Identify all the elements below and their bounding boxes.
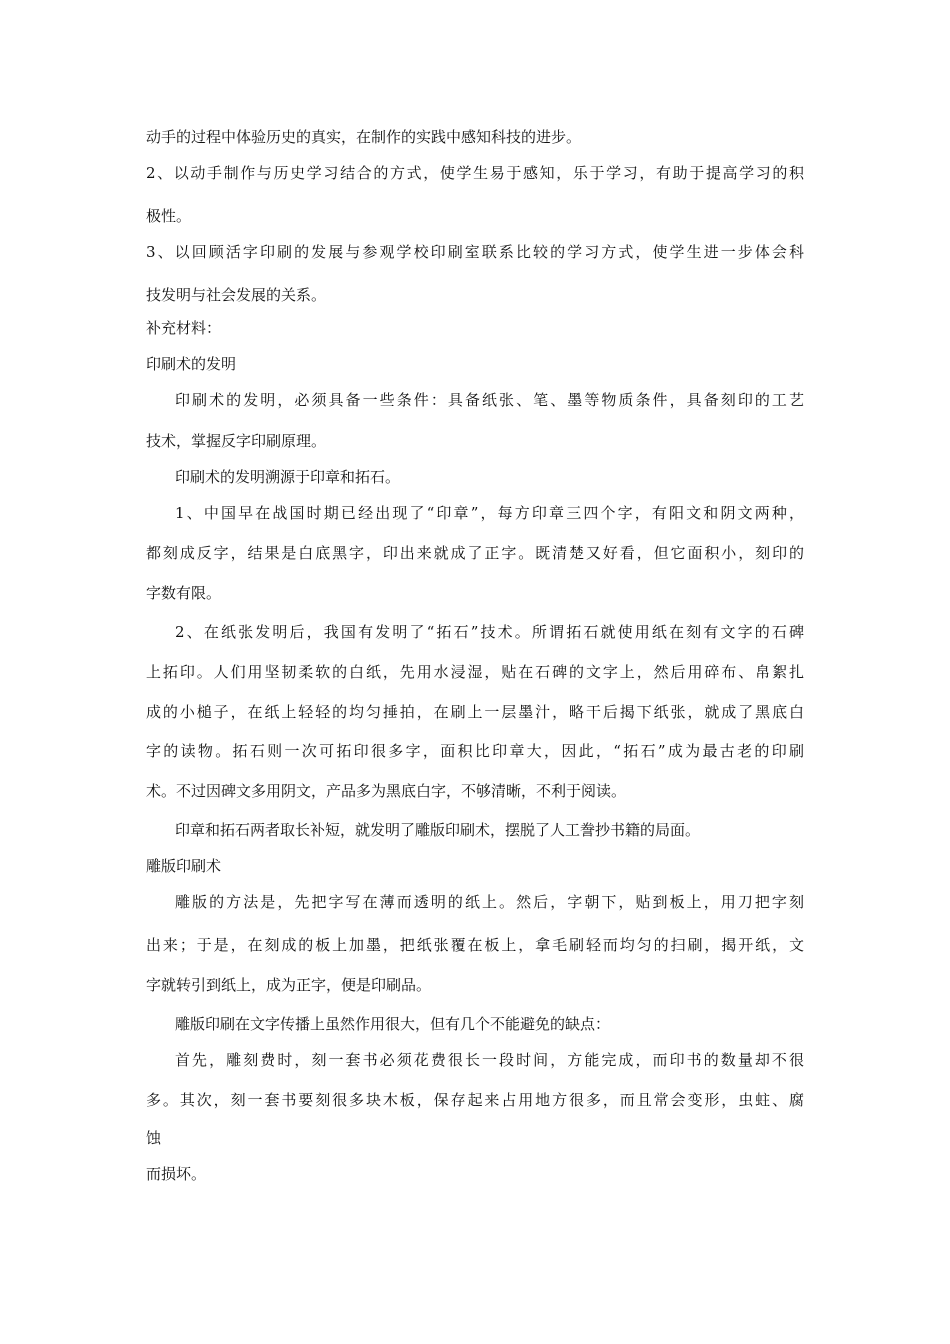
text-line: 成的小槌子，在纸上轻轻的均匀捶拍，在刷上一层墨汁，略干后揭下纸张，就成了黑底白 — [146, 703, 804, 721]
section-heading: 印刷术的发明 — [146, 355, 237, 373]
text-line: 2、在纸张发明后，我国有发明了“拓石”技术。所谓拓石就使用纸在刻有文字的石碑 — [175, 623, 804, 641]
section-heading: 补充材料： — [146, 319, 222, 337]
text-line: 1、中国早在战国时期已经出现了“印章”，每方印章三四个字，有阳文和阴文两种， — [175, 504, 804, 522]
text-line: 字就转引到纸上，成为正字，便是印刷品。 — [146, 976, 432, 994]
text-line: 字的读物。拓石则一次可拓印很多字，面积比印章大，因此，“拓石”成为最古老的印刷 — [146, 742, 804, 760]
text-line: 而损坏。 — [146, 1165, 207, 1183]
text-line: 都刻成反字，结果是白底黑字，印出来就成了正字。既清楚又好看，但它面积小，刻印的 — [146, 544, 804, 562]
text-line: 多。其次，刻一套书要刻很多块木板，保存起来占用地方很多，而且常会变形，虫蛀、腐 — [146, 1091, 804, 1109]
text-line: 印刷术的发明，必须具备一些条件：具备纸张、笔、墨等物质条件，具备刻印的工艺 — [175, 391, 804, 409]
text-line: 出来；于是，在刻成的板上加墨，把纸张覆在板上，拿毛刷轻而均匀的扫刷，揭开纸，文 — [146, 936, 804, 954]
text-line: 印章和拓石两者取长补短，就发明了雕版印刷术，摆脱了人工誊抄书籍的局面。 — [175, 821, 701, 839]
text-line: 首先，雕刻费时，刻一套书必须花费很长一段时间，方能完成，而印书的数量却不很 — [175, 1051, 804, 1069]
text-line: 雕版的方法是，先把字写在薄而透明的纸上。然后，字朝下，贴到板上，用刀把字刻 — [175, 893, 804, 911]
text-line: 2、以动手制作与历史学习结合的方式，使学生易于感知，乐于学习，有助于提高学习的积 — [146, 164, 804, 182]
text-line: 蚀 — [146, 1129, 162, 1147]
section-heading: 雕版印刷术 — [146, 857, 222, 875]
text-line: 技术，掌握反字印刷原理。 — [146, 432, 327, 450]
text-line: 雕版印刷在文字传播上虽然作用很大，但有几个不能避免的缺点： — [175, 1015, 611, 1033]
text-line: 3、以回顾活字印刷的发展与参观学校印刷室联系比较的学习方式，使学生进一步体会科 — [146, 243, 804, 261]
text-line: 技发明与社会发展的关系。 — [146, 286, 327, 304]
text-line: 字数有限。 — [146, 584, 222, 602]
text-line: 动手的过程中体验历史的真实，在制作的实践中感知科技的进步。 — [146, 128, 582, 146]
text-line: 上拓印。人们用坚韧柔软的白纸，先用水浸湿，贴在石碑的文字上，然后用碎布、帛絮扎 — [146, 663, 804, 681]
text-line: 术。不过因碑文多用阴文，产品多为黑底白字，不够清晰，不利于阅读。 — [146, 782, 627, 800]
text-line: 极性。 — [146, 207, 192, 225]
text-line: 印刷术的发明溯源于印章和拓石。 — [175, 468, 401, 486]
